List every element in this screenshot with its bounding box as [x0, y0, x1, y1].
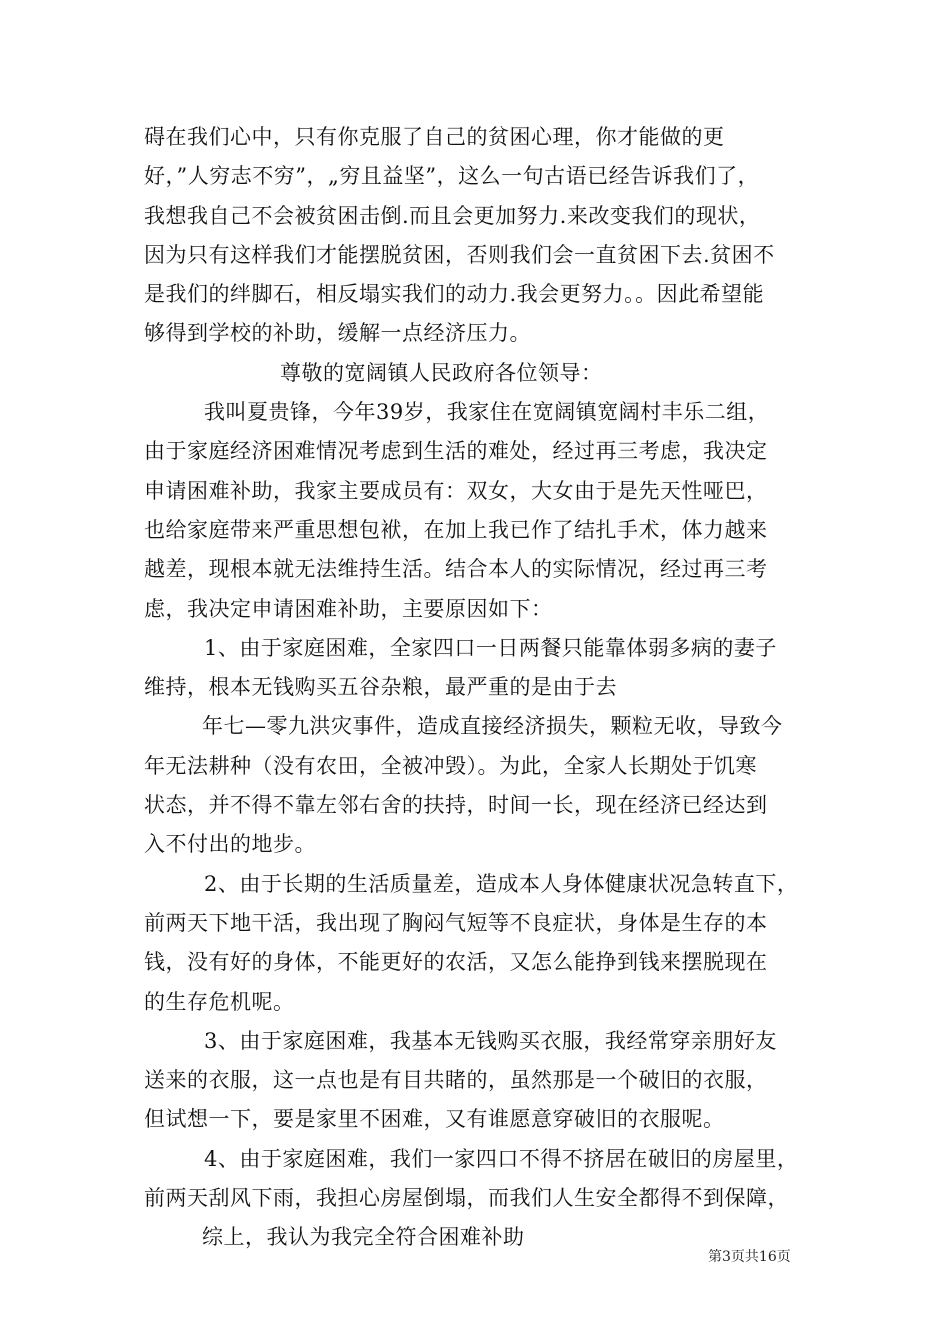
text-line: 也给家庭带来严重思想包袱，在加上我已作了结扎手术，体力越来: [144, 517, 768, 542]
text-line: 送来的衣服，这一点也是有目共睹的，虽然那是一个破旧的衣服，: [144, 1068, 768, 1093]
text-line: 我叫夏贵锋，今年39岁，我家住在宽阔镇宽阔村丰乐二组，: [204, 400, 770, 425]
text-line: 越差，现根本就无法维持生活。结合本人的实际情况，经过再三考: [144, 557, 768, 582]
text-line: 前两天下地干活，我出现了胸闷气短等不良症状，身体是生存的本: [144, 910, 768, 935]
text-line: 够得到学校的补助，缓解一点经济压力。: [144, 321, 531, 346]
text-line: 维持，根本无钱购买五谷杂粮，最严重的是由于去: [144, 675, 617, 700]
text-line: 1、由于家庭困难，全家四口一日两餐只能靠体弱多病的妻子: [204, 635, 777, 660]
text-line: 状态，并不得不靠左邻右舍的扶持，时间一长，现在经济已经达到: [144, 793, 768, 818]
text-line: 我想我自己不会被贫困击倒.而且会更加努力.来改变我们的现状，: [144, 203, 761, 228]
text-line: 是我们的绊脚石，相反塌实我们的动力.我会更努力。。因此希望能: [144, 282, 765, 307]
text-line: 因为只有这样我们才能摆脱贫困，否则我们会一直贫困下去.贫困不: [144, 242, 775, 267]
text-line: 碍在我们心中，只有你克服了自己的贫困心理，你才能做的更: [144, 125, 725, 149]
text-line: 年七—零九洪灾事件，造成直接经济损失，颗粒无收，导致今: [202, 714, 783, 739]
text-line: 4、由于家庭困难，我们一家四口不得不挤居在破旧的房屋里，: [204, 1146, 799, 1171]
text-line: 3、由于家庭困难，我基本无钱购买衣服，我经常穿亲朋好友: [204, 1028, 777, 1053]
text-line: 钱，没有好的身体，不能更好的农活，又怎么能挣到钱来摆脱现在: [144, 950, 768, 975]
text-line: 由于家庭经济困难情况考虑到生活的难处，经过再三考虑，我决定: [144, 439, 768, 464]
text-line: 2、由于长期的生活质量差，造成本人身体健康状况急转直下，: [204, 871, 799, 896]
salutation-line: 尊敬的宽阔镇人民政府各位领导：: [280, 360, 603, 385]
text-line: 的生存危机呢。: [144, 989, 295, 1014]
text-line: 申请困难补助，我家主要成员有：双女，大女由于是先天性哑巴，: [144, 478, 768, 503]
text-line: 前两天刮风下雨，我担心房屋倒塌，而我们人生安全都得不到保障，: [144, 1186, 789, 1211]
text-line: 虑，我决定申请困难补助，主要原因如下：: [144, 596, 553, 621]
text-line: 年无法耕种（没有农田，全被冲毁）。为此，全家人长期处于饥寒: [144, 753, 757, 778]
page-number-footer: 第3页共16页: [708, 1249, 791, 1265]
document-body: [144, 118, 824, 1258]
text-line: 好，”人穷志不穷”，„穷且益坚”，这么一句古语已经告诉我们了，: [144, 164, 760, 189]
text-line: 综上，我认为我完全符合困难补助: [202, 1225, 525, 1250]
text-line: 入不付出的地步。: [144, 832, 316, 857]
text-line: 但试想一下，要是家里不困难，又有谁愿意穿破旧的衣服呢。: [144, 1107, 725, 1132]
